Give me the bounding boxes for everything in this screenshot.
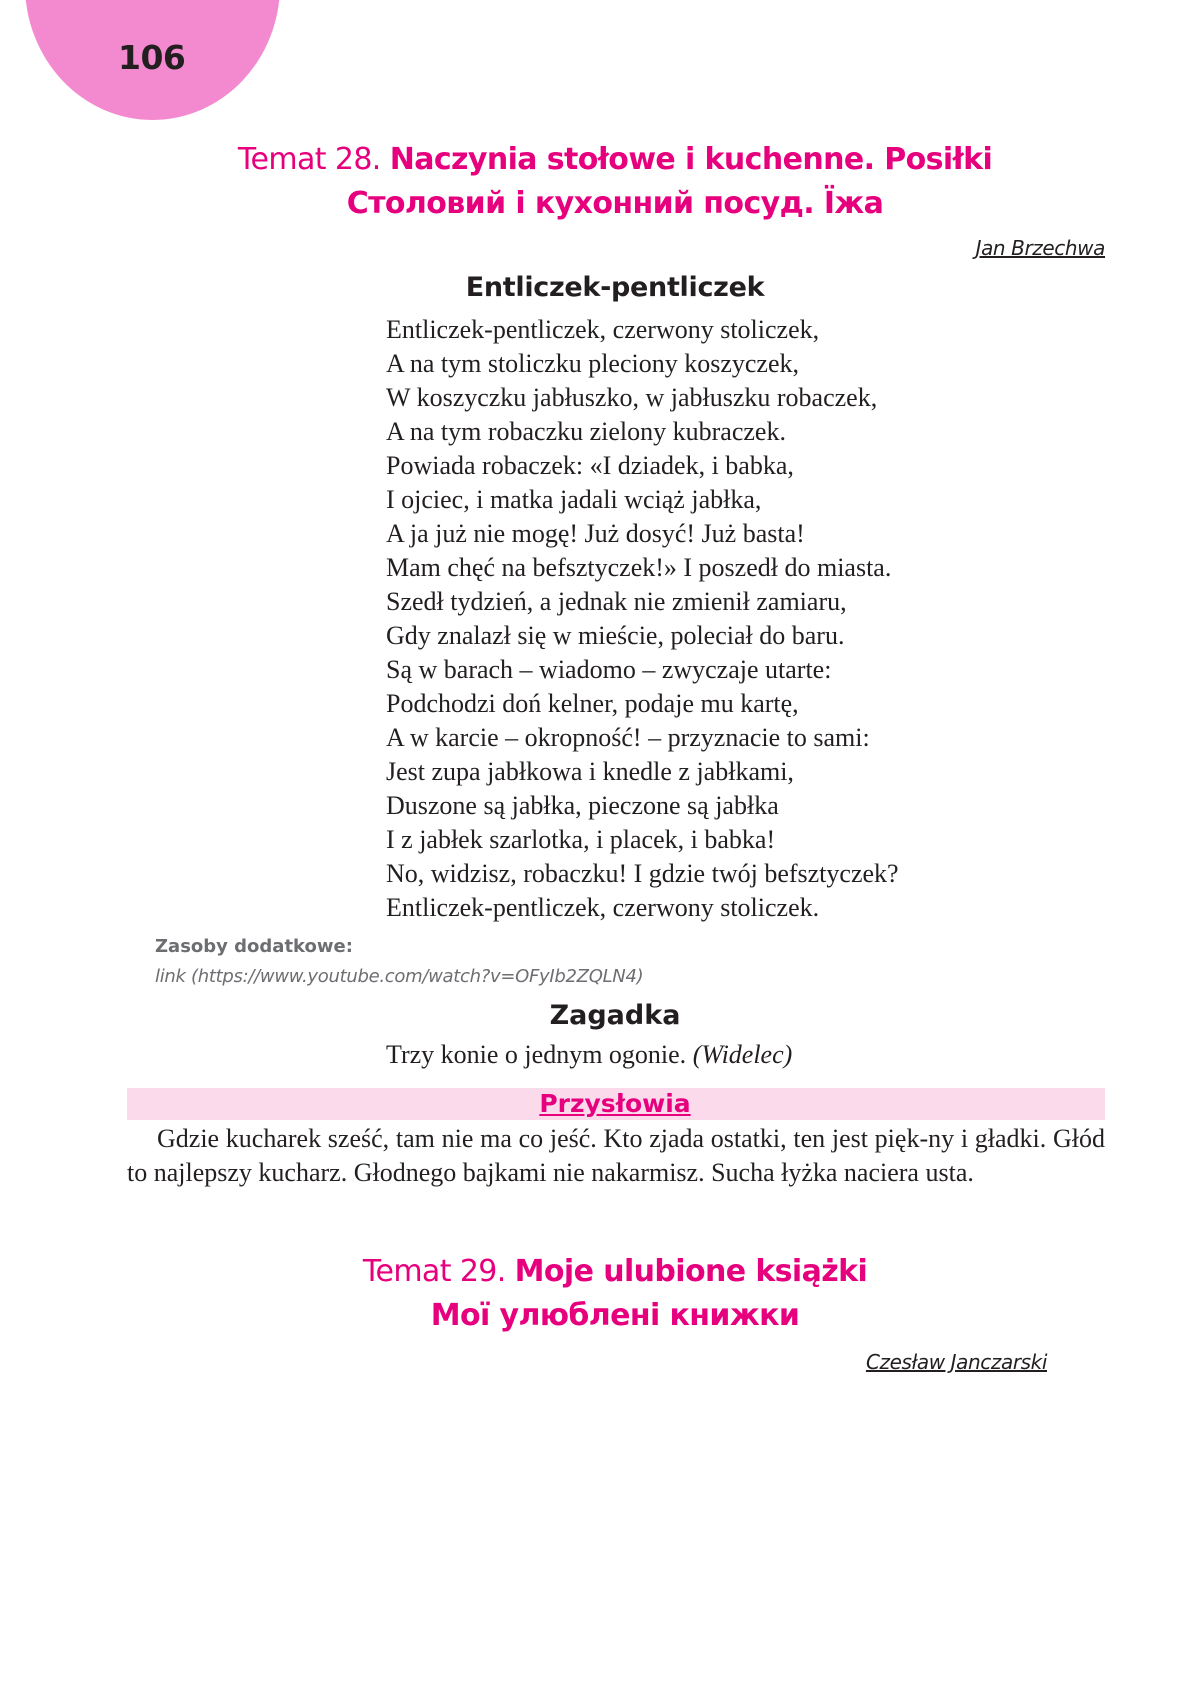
poem-line: I z jabłek szarlotka, i placek, i babka! bbox=[386, 825, 776, 854]
poem-author: Jan Brzechwa bbox=[975, 236, 1105, 260]
extra-resources-link[interactable]: link (https://www.youtube.com/watch?v=OFyIb2ZQLN4) bbox=[155, 966, 644, 987]
poem-line: Gdy znalazł się w mieście, poleciał do baru. bbox=[386, 621, 845, 650]
poem-line: A ja już nie mogę! Już dosyć! Już basta! bbox=[386, 519, 805, 548]
poem-body bbox=[386, 313, 899, 925]
topic-28-title-ua: Столовий і кухонний посуд. Їжа bbox=[346, 186, 884, 221]
riddle-question: Trzy konie o jednym ogonie. bbox=[386, 1040, 687, 1069]
topic-28-prefix: Temat 28. bbox=[237, 142, 381, 177]
poem-title: Entliczek-pentliczek bbox=[465, 272, 765, 303]
poem-line: A na tym stoliczku pleciony koszyczek, bbox=[386, 349, 800, 378]
poem-line: Szedł tydzień, a jednak nie zmienił zamiaru, bbox=[386, 587, 847, 616]
page-number: 106 bbox=[118, 38, 186, 77]
riddle-title: Zagadka bbox=[549, 1000, 681, 1031]
poem-line: Entliczek-pentliczek, czerwony stoliczek, bbox=[386, 315, 820, 344]
poem-line: Entliczek-pentliczek, czerwony stoliczek. bbox=[386, 893, 820, 922]
topic-28-heading bbox=[0, 138, 1190, 226]
proverbs-title: Przysłowia bbox=[539, 1089, 691, 1118]
topic-29-author: Czesław Janczarski bbox=[865, 1350, 1047, 1374]
poem-line: Mam chęć na befsztyczek!» I poszedł do miasta. bbox=[386, 553, 892, 582]
topic-29-title-ua: Мої улюблені книжки bbox=[430, 1298, 800, 1333]
topic-28-title-pl: Naczynia stołowe i kuchenne. Posiłki bbox=[389, 142, 993, 177]
poem-line: Powiada robaczek: «I dziadek, i babka, bbox=[386, 451, 794, 480]
topic-29-title-pl: Moje ulubione książki bbox=[514, 1254, 868, 1289]
riddle-answer: (Widelec) bbox=[692, 1040, 793, 1069]
topic-29-prefix: Temat 29. bbox=[362, 1254, 506, 1289]
proverbs-text: Gdzie kucharek sześć, tam nie ma co jeść. Kto zjada ostatki, ten jest pięk-ny i gładki. Głód to najlepszy kucharz. Głodnego bajkami nie nakarmisz. Sucha łyżka naciera usta. bbox=[127, 1124, 1105, 1187]
riddle-text bbox=[386, 1040, 792, 1070]
poem-line: W koszyczku jabłuszko, w jabłuszku robaczek, bbox=[386, 383, 878, 412]
poem-line: Są w barach – wiadomo – zwyczaje utarte: bbox=[386, 655, 832, 684]
poem-line: A na tym robaczku zielony kubraczek. bbox=[386, 417, 786, 446]
poem-line: Duszone są jabłka, pieczone są jabłka bbox=[386, 791, 779, 820]
extra-resources-heading: Zasoby dodatkowe: bbox=[155, 936, 353, 957]
poem-line: A w karcie – okropność! – przyznacie to sami: bbox=[386, 723, 870, 752]
poem-line: No, widzisz, robaczku! I gdzie twój befsztyczek? bbox=[386, 859, 899, 888]
poem-line: Podchodzi doń kelner, podaje mu kartę, bbox=[386, 689, 799, 718]
poem-line: Jest zupa jabłkowa i knedle z jabłkami, bbox=[386, 757, 794, 786]
poem-line: I ojciec, i matka jadali wciąż jabłka, bbox=[386, 485, 762, 514]
topic-29-heading bbox=[0, 1250, 1190, 1338]
